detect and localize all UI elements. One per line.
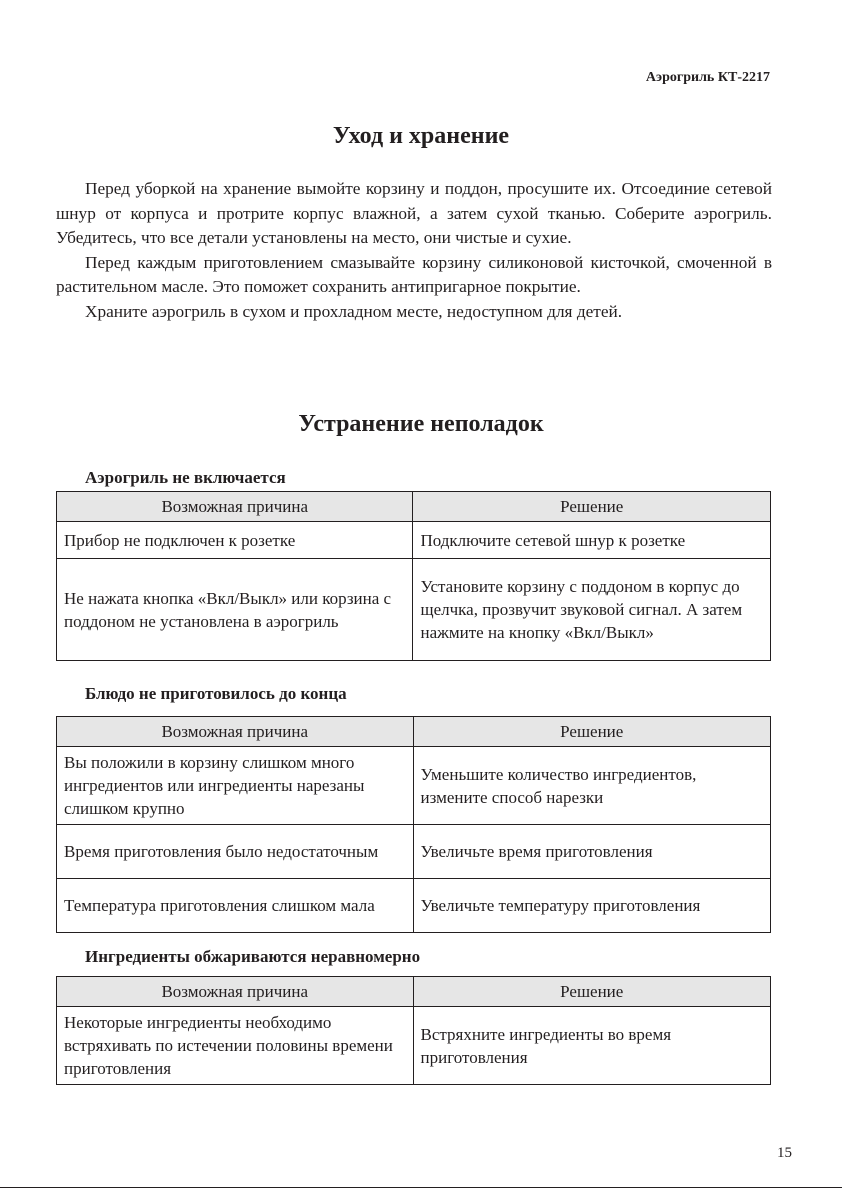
page-bottom-rule <box>0 1187 842 1188</box>
solution-cell: Увеличьте температуру приготовления <box>413 879 771 933</box>
table-header-row <box>57 717 771 747</box>
column-header-cause: Возможная причина <box>57 717 414 747</box>
care-text <box>56 177 772 324</box>
problem-title: Аэрогриль не включается <box>85 468 286 487</box>
care-paragraph: Перед уборкой на хранение вымойте корзину и поддон, просушите их. Отсоединие сетевой шнур от корпуса и протрите корпус влажной, а затем сухой тканью. Соберите аэрогриль. Убедитесь, что все детали установлены на место, они чистые и сухие. <box>56 179 772 247</box>
table-row <box>57 559 771 661</box>
solution-cell: Уменьшите количество ингредиентов, измените способ нарезки <box>413 747 771 825</box>
section-title-troubleshooting: Устранение неполадок <box>298 411 544 437</box>
solution-cell: Установите корзину с поддоном в корпус до щелчка, прозвучит звуковой сигнал. А затем нажмите на кнопку «Вкл/Выкл» <box>413 559 771 661</box>
table-row <box>57 825 771 879</box>
solution-cell: Подключите сетевой шнур к розетке <box>413 522 771 559</box>
problem-title: Блюдо не приготовилось до конца <box>85 684 347 703</box>
column-header-solution: Решение <box>413 492 771 522</box>
cause-cell: Температура приготовления слишком мала <box>57 879 414 933</box>
document-header-model: Аэрогриль КТ-2217 <box>645 70 770 85</box>
table-row <box>57 879 771 933</box>
cause-cell: Некоторые ингредиенты необходимо встряхивать по истечении половины времени приготовления <box>57 1007 414 1085</box>
solution-cell: Встряхните ингредиенты во время приготовления <box>413 1007 771 1085</box>
problem-title: Ингредиенты обжариваются неравномерно <box>85 947 421 966</box>
cause-cell: Прибор не подключен к розетке <box>57 522 413 559</box>
troubleshooting-table <box>56 716 771 933</box>
page-number: 15 <box>777 1145 792 1161</box>
column-header-cause: Возможная причина <box>57 492 413 522</box>
column-header-cause: Возможная причина <box>57 977 414 1007</box>
table-header-row <box>57 492 771 522</box>
table-row <box>57 1007 771 1085</box>
table-header-row <box>57 977 771 1007</box>
cause-cell: Время приготовления было недостаточным <box>57 825 414 879</box>
table-row <box>57 522 771 559</box>
care-paragraph: Храните аэрогриль в сухом и прохладном месте, недоступном для детей. <box>85 301 623 321</box>
cause-cell: Не нажата кнопка «Вкл/Выкл» или корзина с поддоном не установлена в аэрогриль <box>57 559 413 661</box>
solution-cell: Увеличьте время приготовления <box>413 825 771 879</box>
section-title-care: Уход и хранение <box>332 123 510 149</box>
table-row <box>57 747 771 825</box>
care-paragraph: Перед каждым приготовлением смазывайте корзину силиконовой кисточкой, смоченной в растительном масле. Это поможет сохранить антипригарное покрытие. <box>56 252 772 296</box>
column-header-solution: Решение <box>413 977 771 1007</box>
column-header-solution: Решение <box>413 717 771 747</box>
cause-cell: Вы положили в корзину слишком много ингредиентов или ингредиенты нарезаны слишком крупно <box>57 747 414 825</box>
troubleshooting-table <box>56 491 771 661</box>
troubleshooting-table <box>56 976 771 1085</box>
